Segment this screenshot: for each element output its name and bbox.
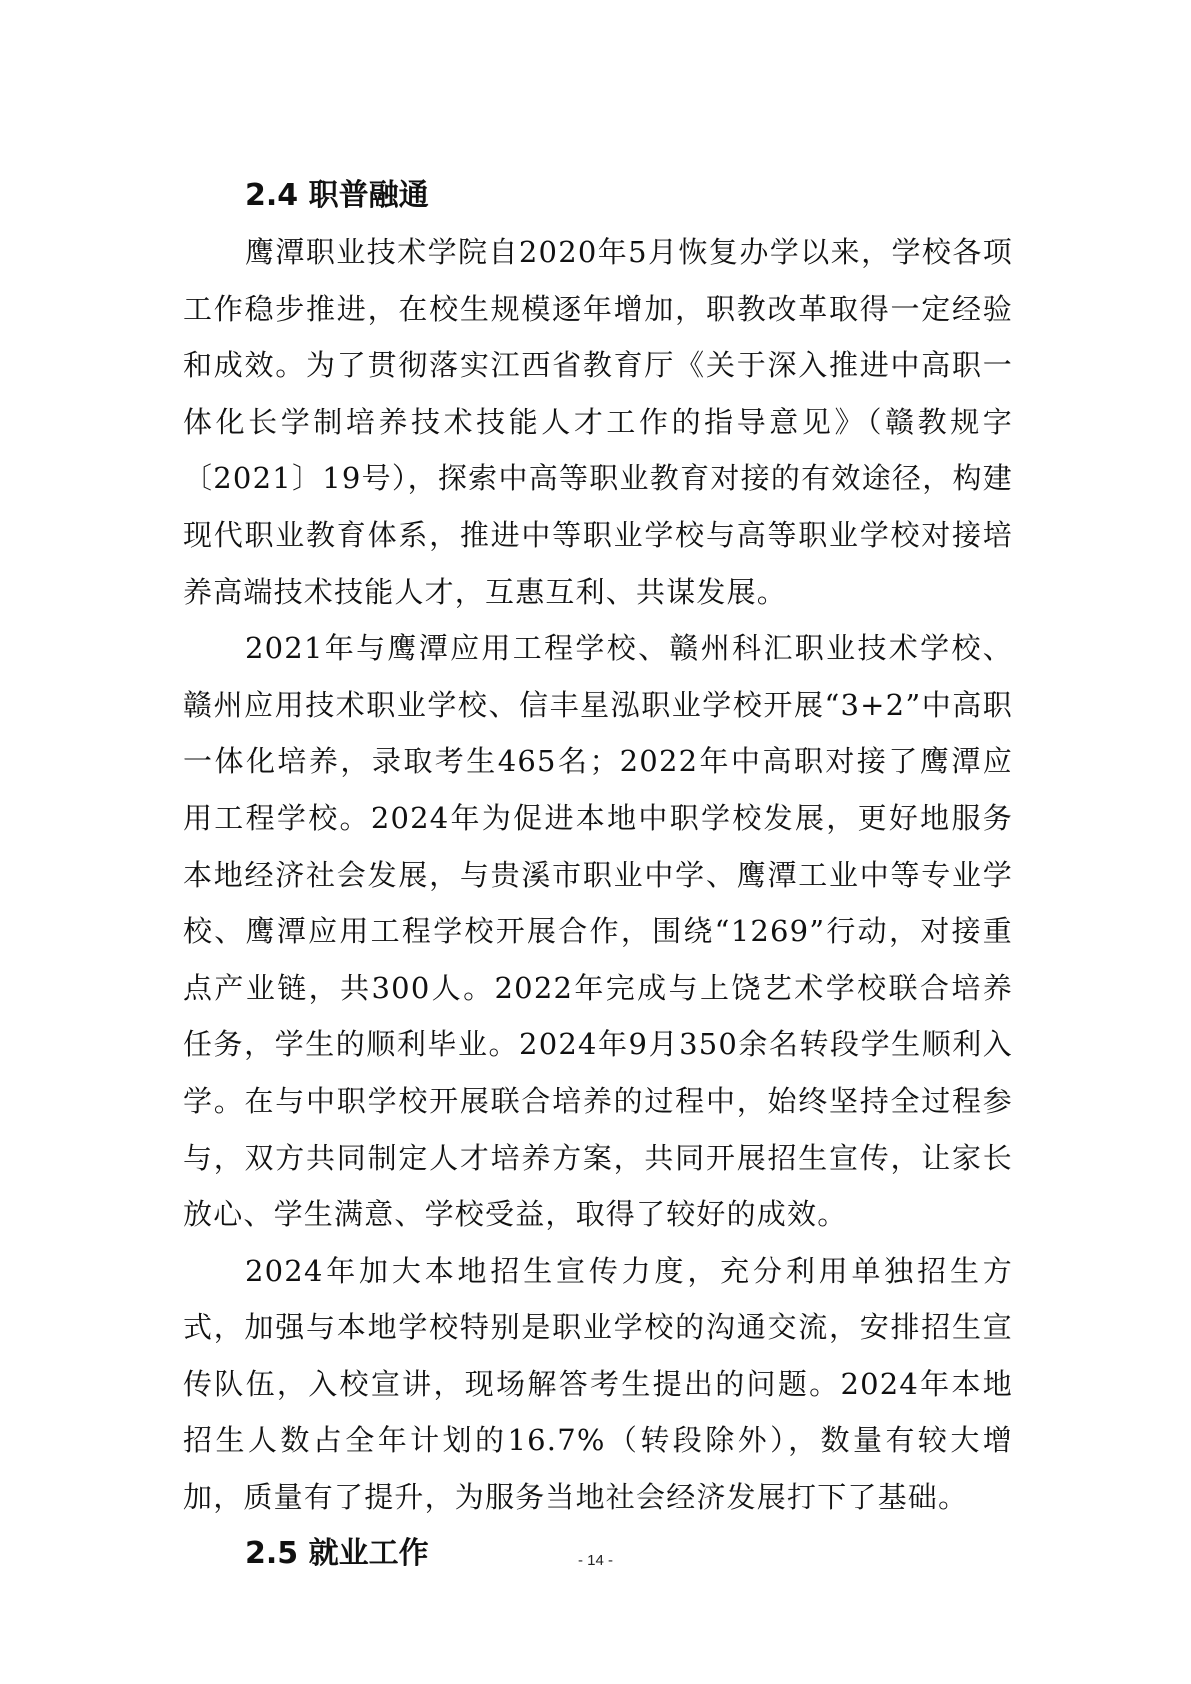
section-heading-2-5: 2.5 就业工作: [245, 1535, 429, 1571]
page-content: [183, 168, 1013, 1582]
page-number: - 14 -: [577, 1552, 613, 1569]
paragraph-1: 鹰潭职业技术学院自2020年5月恢复办学以来，学校各项工作稳步推进，在校生规模逐年增加，职教改革取得一定经验和成效。为了贯彻落实江西省教育厅《关于深入推进中高职一体化长学制培养技术技能人才工作的指导意见》（赣教规字〔2021〕19号），探索中高等职业教育对接的有效途径，构建现代职业教育体系，推进中等职业学校与高等职业学校对接培养高端技术技能人才，互惠互利、共谋发展。: [183, 235, 1013, 609]
paragraph-2: 2021年与鹰潭应用工程学校、赣州科汇职业技术学校、赣州应用技术职业学校、信丰星泓职业学校开展“3+2”中高职一体化培养，录取考生465名；2022年中高职对接了鹰潭应用工程学校。2024年为促进本地中职学校发展，更好地服务本地经济社会发展，与贵溪市职业中学、鹰潭工业中等专业学校、鹰潭应用工程学校开展合作，围绕“1269”行动，对接重点产业链，共300人。2022年完成与上饶艺术学校联合培养任务，学生的顺利毕业。2024年9月350余名转段学生顺利入学。在与中职学校开展联合培养的过程中，始终坚持全过程参与，双方共同制定人才培养方案，共同开展招生宣传，让家长放心、学生满意、学校受益，取得了较好的成效。: [183, 631, 1013, 1232]
paragraph-3: 2024年加大本地招生宣传力度，充分利用单独招生方式，加强与本地学校特别是职业学校的沟通交流，安排招生宣传队伍，入校宣讲，现场解答考生提出的问题。2024年本地招生人数占全年计划的16.7%（转段除外），数量有较大增加，质量有了提升，为服务当地社会经济发展打下了基础。: [183, 1253, 1013, 1515]
section-heading-2-4: 2.4 职普融通: [245, 178, 429, 213]
